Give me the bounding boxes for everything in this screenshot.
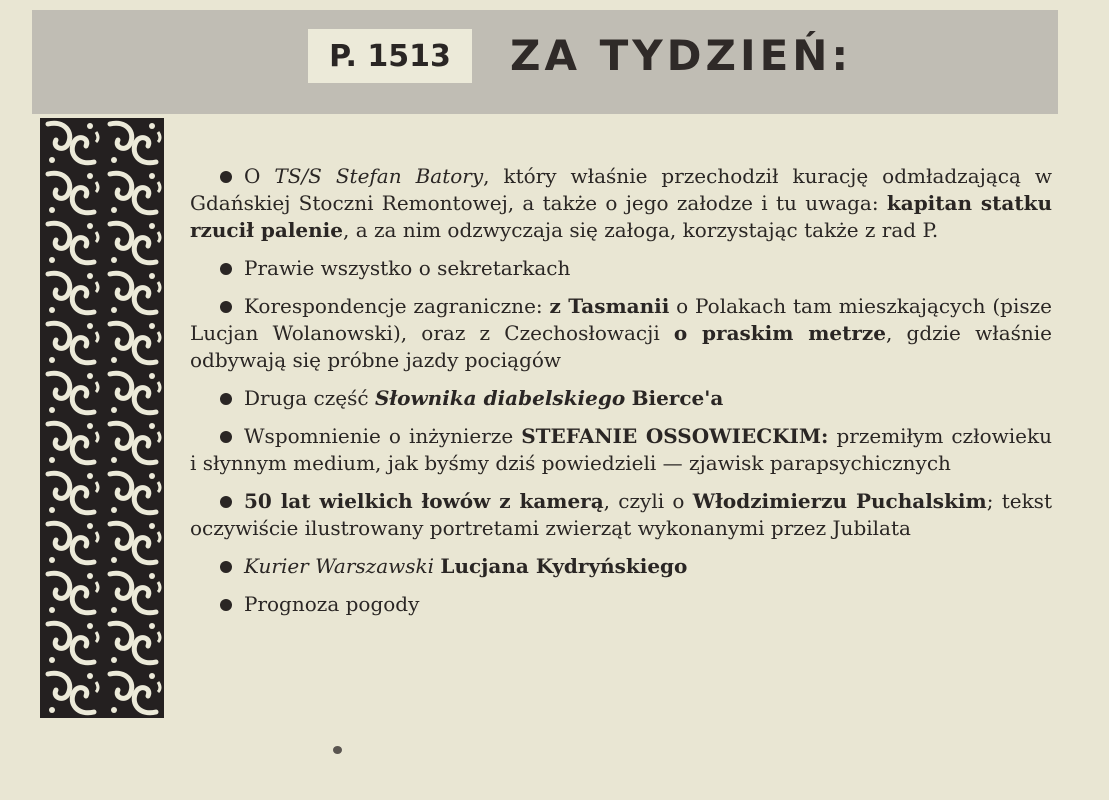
item-text: przemiłym człowieku i słynnym medium, jak byśmy dziś powiedzieli — zjawisk parapsychicznych (190, 424, 1052, 475)
item-text: TS/S Stefan Batory (274, 164, 484, 188)
item-text: STEFANIE OSSOWIECKIM: (521, 424, 829, 448)
bullet-icon (220, 561, 232, 573)
item-text: Wspomnienie o inżynierze (244, 424, 522, 448)
list-item (190, 423, 1052, 477)
item-text: 50 lat wielkich łowów z kamerą (244, 489, 604, 513)
item-text: o Polakach tam mieszkających (pisze Lucjan Wolanowski), oraz z Czechosłowacji (190, 294, 1052, 345)
bullet-icon (220, 301, 232, 313)
item-text: kapitan statku rzucił palenie (190, 191, 1052, 242)
item-text: Prognoza pogody (244, 592, 420, 616)
print-speck (333, 746, 342, 754)
item-text: Korespondencje zagraniczne: (244, 294, 550, 318)
item-text: Włodzimierzu Puchalskim (692, 489, 987, 513)
item-text: O (244, 164, 275, 188)
item-text: , który właśnie przechodził kurację odmładzającą w Gdańskiej Stoczni Remontowej, a także o jego załodze i tu uwaga: (190, 164, 1052, 215)
list-item (190, 293, 1052, 374)
item-text: Lucjana Kydryńskiego (440, 554, 688, 578)
item-text: Kurier Warszawski (244, 554, 435, 578)
item-text: Druga część (244, 386, 375, 410)
ornament-pattern-graphic (40, 118, 164, 718)
bullet-icon (220, 599, 232, 611)
ornamental-border (40, 118, 164, 718)
item-text: , gdzie właśnie odbywają się próbne jazdy pociągów (190, 321, 1052, 372)
list-item (190, 488, 1052, 542)
article-list (190, 163, 1052, 629)
bullet-icon (220, 496, 232, 508)
issue-number: P. 1513 (308, 29, 472, 83)
bullet-icon (220, 263, 232, 275)
list-item (190, 255, 1052, 282)
item-text: ; tekst oczywiście ilustrowany portretami zwierząt wykonanymi przez Jubilata (190, 489, 1052, 540)
list-item (190, 163, 1052, 244)
item-text: Bierce'a (631, 386, 724, 410)
item-text: z Tasmanii (549, 294, 670, 318)
list-item (190, 591, 1052, 618)
bullet-icon (220, 431, 232, 443)
item-text: o praskim metrze (673, 321, 886, 345)
page-title: ZA TYDZIEŃ: (510, 31, 853, 80)
item-text: , czyli o (603, 489, 693, 513)
item-text: Prawie wszystko o sekretarkach (244, 256, 571, 280)
list-item (190, 385, 1052, 412)
item-text: Słownika diabelskiego (374, 386, 626, 410)
bullet-icon (220, 171, 232, 183)
bullet-icon (220, 393, 232, 405)
item-text: , a za nim odzwyczaja się załoga, korzystając także z rad P. (343, 218, 939, 242)
list-item (190, 553, 1052, 580)
